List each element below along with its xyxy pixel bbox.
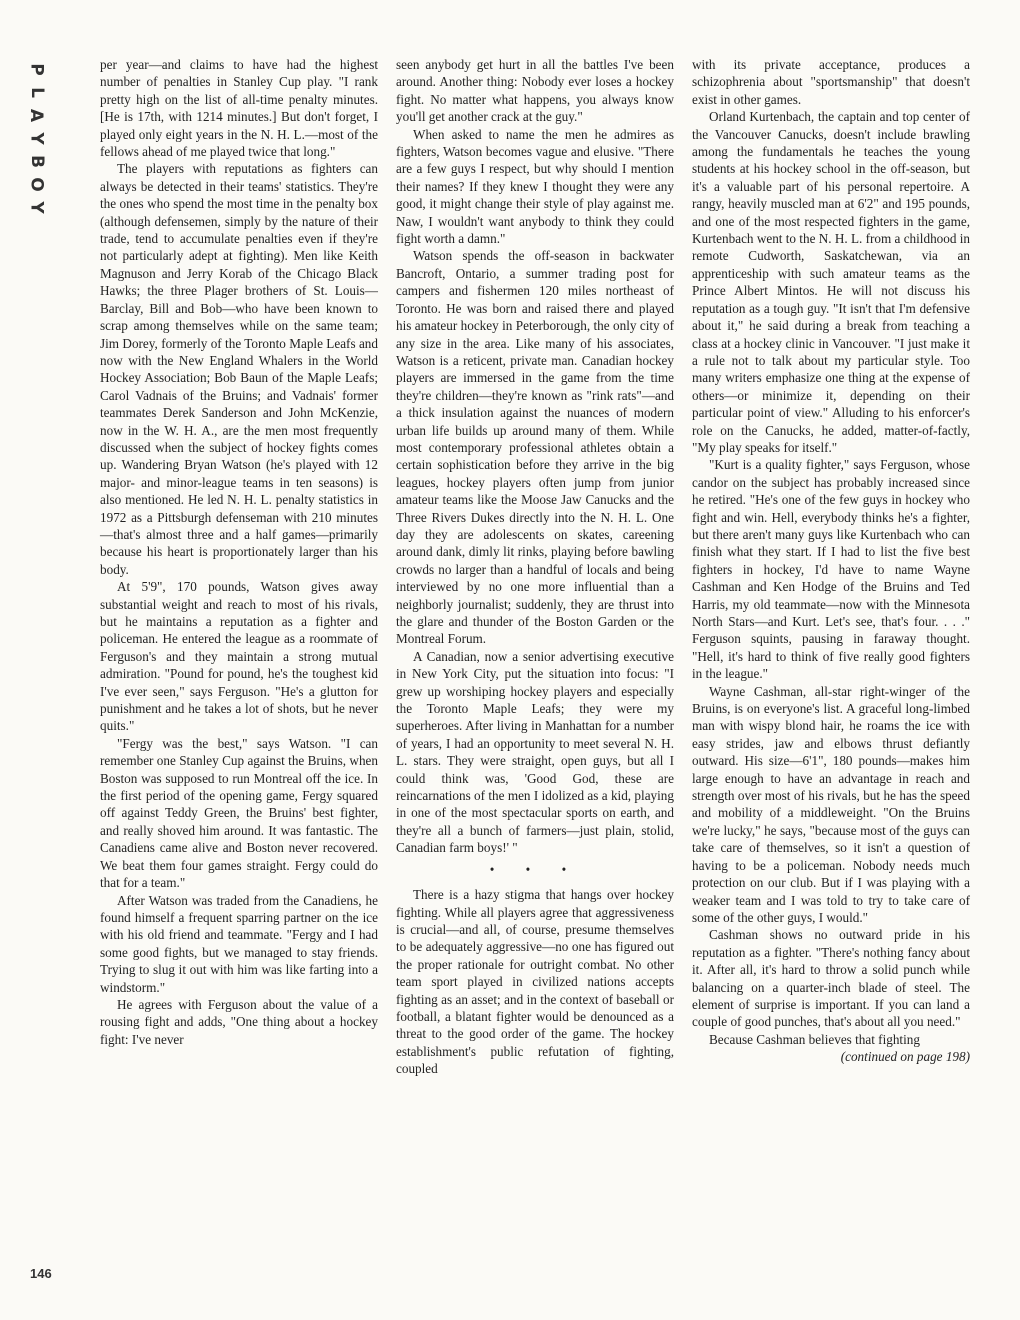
column-3 [692,56,970,1078]
paragraph: When asked to name the men he admires as fighters, Watson becomes vague and elusive. "There are a few guys I respect, but why should I mention their names? If they knew I thought they were any good, it might change their style of play against me. Naw, I wouldn't want anybody to think they could fight worth a damn." [396,126,674,247]
magazine-letter: L [26,87,47,98]
paragraph: Wayne Cashman, all-star right-winger of the Bruins, is on everyone's list. A graceful long-limbed man with wispy blond hair, he roams the ice with easy strides, jaw and elbows thrust defiantly outward. His size—6'1", 180 pounds—makes him large enough to have an advantage in reach and strength over most of his rivals, but he has the speed and mobility of a middleweight. "On the Bruins we're lucky," he says, "because most of the guys can take care of themselves, so it isn't a question of having to be a policeman. Nobody needs much protection on our club. But if I was playing with a weaker team and I was told to try to take care of some of the other guys, I would." [692,683,970,925]
magazine-letter: B [26,155,47,168]
column-1 [100,56,378,1078]
paragraph: per year—and claims to have had the highest number of penalties in Stanley Cup play. "I rank pretty high on the list of all-time penalty minutes. [He is 17th, with 1214 minutes.] But don't forget, I played only eight years in the N. H. L.—most of the fellows ahead of me played twice that long." [100,57,378,160]
paragraph: seen anybody get hurt in all the battles I've been around. Another thing: Nobody ever loses a hockey fight. No matter what happens, you always know you'll get another crack at the guy." [396,57,674,125]
magazine-letter: O [26,177,47,192]
paragraph: There is a hazy stigma that hangs over hockey fighting. While all players agree that aggressiveness is crucial—and all, of course, presume themselves to be adequately aggressive—no one has figured out the proper rationale for outright combat. No other team sport played in civilized nations accepts fighting as an asset; and in the context of baseball or football, a blatant fighter would be denounced as a threat to the good order of the game. The hockey establishment's public refutation of fighting, coupled [396,887,674,1077]
paragraph: He agrees with Ferguson about the value of a rousing fight and adds, "One thing about a hockey fight: I've never [100,996,378,1047]
magazine-letter: Y [26,201,47,214]
paragraph: "Fergy was the best," says Watson. "I can remember one Stanley Cup against the Bruins, when Boston was supposed to run Montreal off the ice. In the first period of the opening game, Fergy squared off against Teddy Green, the Bruins' best fighter, and really shoved him around. It was fantastic. The Canadiens came alive and Boston never recovered. We beat them four games straight. Fergy could do that for a team." [100,735,378,891]
magazine-letter: Y [26,132,47,145]
paragraph: Orland Kurtenbach, the captain and top center of the Vancouver Canucks, doesn't include brawling among the fundamentals he teaches the young students at his hockey school in the off-season, but it's a valuable part of his personal repertoire. A rangy, heavily muscled man at 6'2" and 195 pounds, and one of the most respected fighters in the game, Kurtenbach went to the N. H. L. from a childhood in remote Cudworth, Saskatchewan, via an apprenticeship with such amateur teams as the Prince Albert Mintos. He will not discuss his reputation as a tough guy. "It isn't that I'm defensive about it," he said during a break from teaching a class at a hockey clinic in Vancouver. "I just make it a rule not to talk about my particular style. Too many writers emphasize one thing at the expense of others—or minimize it, depending on their particular point of view." Alluding to his enforcer's role on the Canucks, he added, matter-of-factly, "My play speaks for itself." [692,109,970,455]
magazine-letter: A [26,108,47,123]
paragraph: Cashman shows no outward pride in his reputation as a fighter. "There's nothing fancy about it. After all, it's hard to throw a solid punch while balancing on a quarter-inch blade of steel. The element of surprise is important. If you can land a couple of good punches, that's about all you need." [692,927,970,1030]
paragraph: Because Cashman believes that fighting [709,1031,920,1047]
paragraph: The players with reputations as fighters can always be detected in their teams' statistics. They're the ones who spend the most time in the penalty box (although defensemen, simply by the nature of their trade, tend to accumulate penalties even if they're not particularly adept at fighting). Men like Keith Magnuson and Jerry Korab of the Chicago Black Hawks; the three Plager brothers of St. Louis—Barclay, Bill and Bob—who have been known to scrap among themselves while on the same team; Jim Dorey, formerly of the Toronto Maple Leafs and now with the New England Whalers in the World Hockey Association; Bob Baun of the Maple Leafs; Carol Vadnais of the Bruins; and Vadnais' former teammates Derek Sanderson and John McKenzie, now in the W. H. A., are the men most frequently discussed when the subject of hockey fights comes up. Wandering Bryan Watson (he's played with 12 major- and minor-league teams in ten seasons) is also mentioned. He led N. H. L. penalty statistics in 1972 as a Pittsburgh defenseman with 210 minutes—that's almost three and a half games—primarily because his heart is proportionately larger than his body. [100,161,378,577]
paragraph: with its private acceptance, produces a schizophrenia about "sportsmanship" that doesn't exist in other games. [692,57,970,107]
page-number: 146 [30,1266,52,1281]
continued-note: (continued on page 198) [840,1049,970,1065]
magazine-name-vertical [22,58,50,219]
article-body [100,56,970,1078]
paragraph: A Canadian, now a senior advertising executive in New York City, put the situation into focus: "I grew up worshiping hockey players and especially the Toronto Maple Leafs; they were my superheroes. After living in Manhattan for a number of years, I had an opportunity to meet several N. H. L. stars. They were straight, open guys, but all I could think was, 'Good God, these are reincarnations of the men I idolized as a kid, playing in one of the most spectacular sports on earth, and they're all a bunch of farmers—just plain, stolid, Canadian farm boys!' " [396,648,674,856]
paragraph: After Watson was traded from the Canadiens, he found himself a frequent sparring partner on the ice with his old friend and teammate. "Fergy and I had some good fights, but we managed to stay friends. Trying to slug it out with him was like farting into a windstorm." [100,892,378,995]
magazine-letter: P [26,63,47,76]
paragraph: At 5'9", 170 pounds, Watson gives away substantial weight and reach to most of his rivals, but he maintains a reputation as a fighter and policeman. He entered the league as a roommate of Ferguson's and they maintain a strong mutual admiration. "Pound for pound, he's the toughest kid I've ever seen," says Ferguson. "He's a glutton for punishment and he takes a lot of shots, but he never quits." [100,579,378,734]
paragraph: Watson spends the off-season in backwater Bancroft, Ontario, a summer trading post for campers and fishermen 120 miles northeast of Toronto. He was born and raised there and played his amateur hockey in Peterborough, the only city of any size in the area. Like many of his associates, Watson is a reticent, private man. Canadian hockey players are immersed in the game from the time they're children—they're known as "rink rats"—and a thick insulation against the nuances of modern urban life builds up around many of them. While most contemporary professional athletes obtain a certain sophistication before they arrive in the big leagues, hockey players often jump from junior amateur teams like the Moose Jaw Canucks and the Three Rivers Dukes directly into the N. H. L. One day they are adolescents on skates, careening around dank, dimly lit rinks, playing before bawling crowds no larger than a handful of locals and being interviewed by no one more influential than a neighborly journalist; suddenly, they are thrust into the glare and thunder of the Boston Garden or the Montreal Forum. [396,248,674,647]
section-break: • • • [489,861,581,877]
column-2 [396,56,674,1078]
paragraph: "Kurt is a quality fighter," says Ferguson, whose candor on the subject has probably increased since he retired. "He's one of the few guys in hockey who fight and win. Hell, everybody thinks he's a fighter, but there aren't many guys like Kurtenbach who can finish what they start. If I had to list the five best fighters in hockey, I'd have to name Wayne Cashman and Ken Hodge of the Bruins and Ted Harris, my old teammate—now with the Minnesota North Stars—and Kurt. Let's see, that's four. . . ." Ferguson squints, pausing in faraway thought. "Hell, it's hard to think of five really good fighters in the league." [692,457,970,682]
